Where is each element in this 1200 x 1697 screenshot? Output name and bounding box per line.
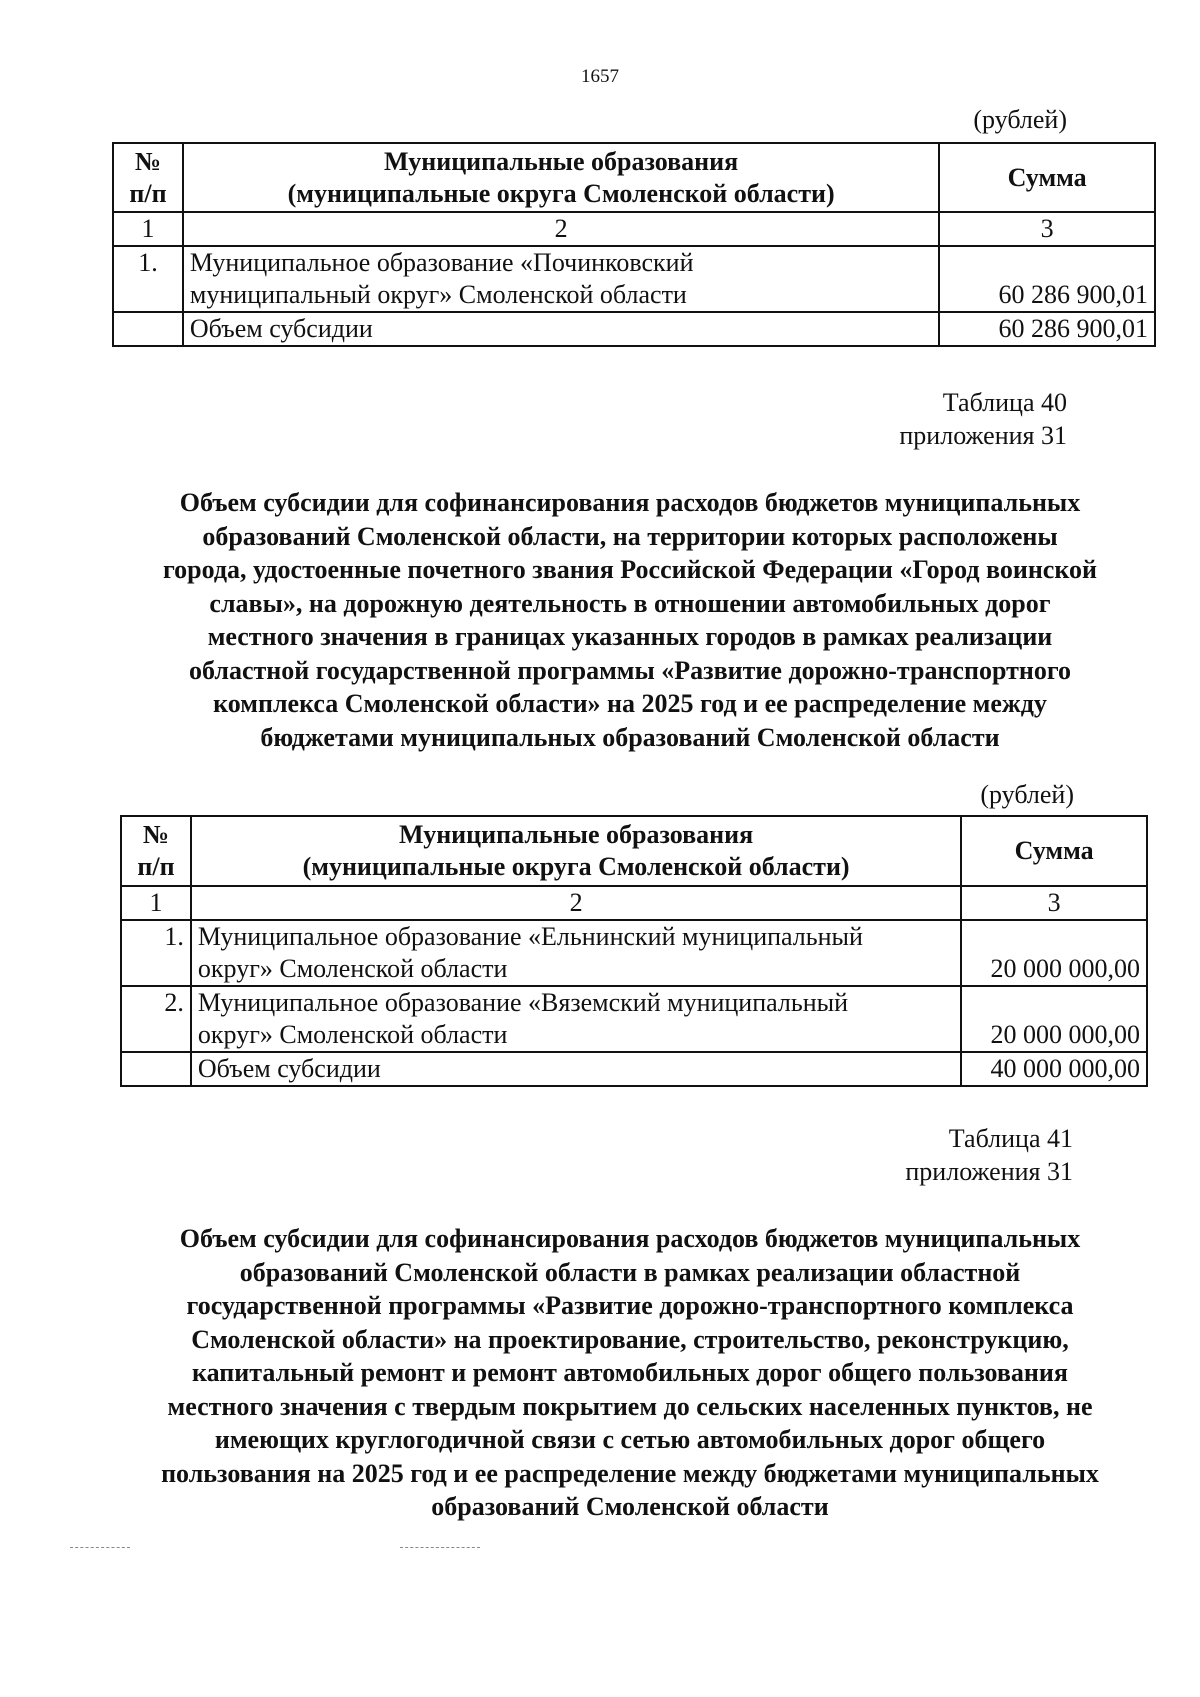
subsidy-table-40 [120,815,1148,1087]
col-number-1: 1 [113,212,183,246]
total-empty-cell [121,1052,191,1086]
col-number-3: 3 [961,886,1147,920]
page-number: 1657 [581,66,619,87]
scan-artifact [70,1547,130,1549]
total-sum: 60 286 900,01 [939,312,1155,346]
col-number-3: 3 [939,212,1155,246]
row-municipality: Муниципальное образование «Вяземский муниципальный округ» Смоленской области [191,986,961,1052]
total-label: Объем субсидии [191,1052,961,1086]
total-row [121,1052,1147,1086]
header-num: № п/п [113,143,183,212]
table41-caption-line1: Таблица 41 [948,1124,1073,1153]
unit-label-top: (рублей) [973,105,1067,134]
row-number: 1. [113,246,183,312]
row-number: 2. [121,986,191,1052]
table41-title: Объем субсидии для софинансирования расходов бюджетов муниципальных образований Смоленской области в рамках реализации областной государственной программы «Развитие дорожно-транспортного комплекса Смоленской области» на проектирование, строительство, реконструкцию, капитальный ремонт и ремонт автомобильных дорог общего пользования местного значения с твердым покрытием до сельских населенных пунктов, не имеющих круглогодичной связи с сетью автомобильных дорог общего пользования на 2025 год и ее распределение между бюджетами муниципальных образований Смоленской области [161,1224,1099,1521]
table40-title: Объем субсидии для софинансирования расходов бюджетов муниципальных образований Смоленской области, на территории которых расположены города, удостоенные почетного звания Российской Федерации «Город воинской славы», на дорожную деятельность в отношении автомобильных дорог местного значения в границах указанных городов в рамках реализации областной государственной программы «Развитие дорожно-транспортного комплекса Смоленской области» на 2025 год и ее распределение между бюджетами муниципальных образований Смоленской области [163,488,1097,752]
table40-caption-line1: Таблица 40 [942,388,1067,417]
row-sum: 20 000 000,00 [961,986,1147,1052]
total-label: Объем субсидии [183,312,939,346]
col-number-2: 2 [191,886,961,920]
header-num: № п/п [121,816,191,886]
table40-caption [899,386,1067,452]
table-row [121,986,1147,1052]
table41-caption [905,1122,1073,1188]
table-row [121,920,1147,986]
table40-caption-line2: приложения 31 [899,421,1067,450]
row-municipality: Муниципальное образование «Ельнинский муниципальный округ» Смоленской области [191,920,961,986]
col-number-1: 1 [121,886,191,920]
scan-artifact [400,1547,480,1549]
table-row [113,246,1155,312]
table41-caption-line2: приложения 31 [905,1157,1073,1186]
subsidy-table-top [112,142,1156,347]
total-row [113,312,1155,346]
row-sum: 60 286 900,01 [939,246,1155,312]
col-number-2: 2 [183,212,939,246]
total-empty-cell [113,312,183,346]
row-sum: 20 000 000,00 [961,920,1147,986]
unit-label-table40: (рублей) [980,780,1074,809]
header-sum: Сумма [939,143,1155,212]
header-sum: Сумма [961,816,1147,886]
header-municipality: Муниципальные образования (муниципальные округа Смоленской области) [183,143,939,212]
header-municipality: Муниципальные образования (муниципальные округа Смоленской области) [191,816,961,886]
row-municipality: Муниципальное образование «Починковский муниципальный округ» Смоленской области [183,246,939,312]
total-sum: 40 000 000,00 [961,1052,1147,1086]
row-number: 1. [121,920,191,986]
